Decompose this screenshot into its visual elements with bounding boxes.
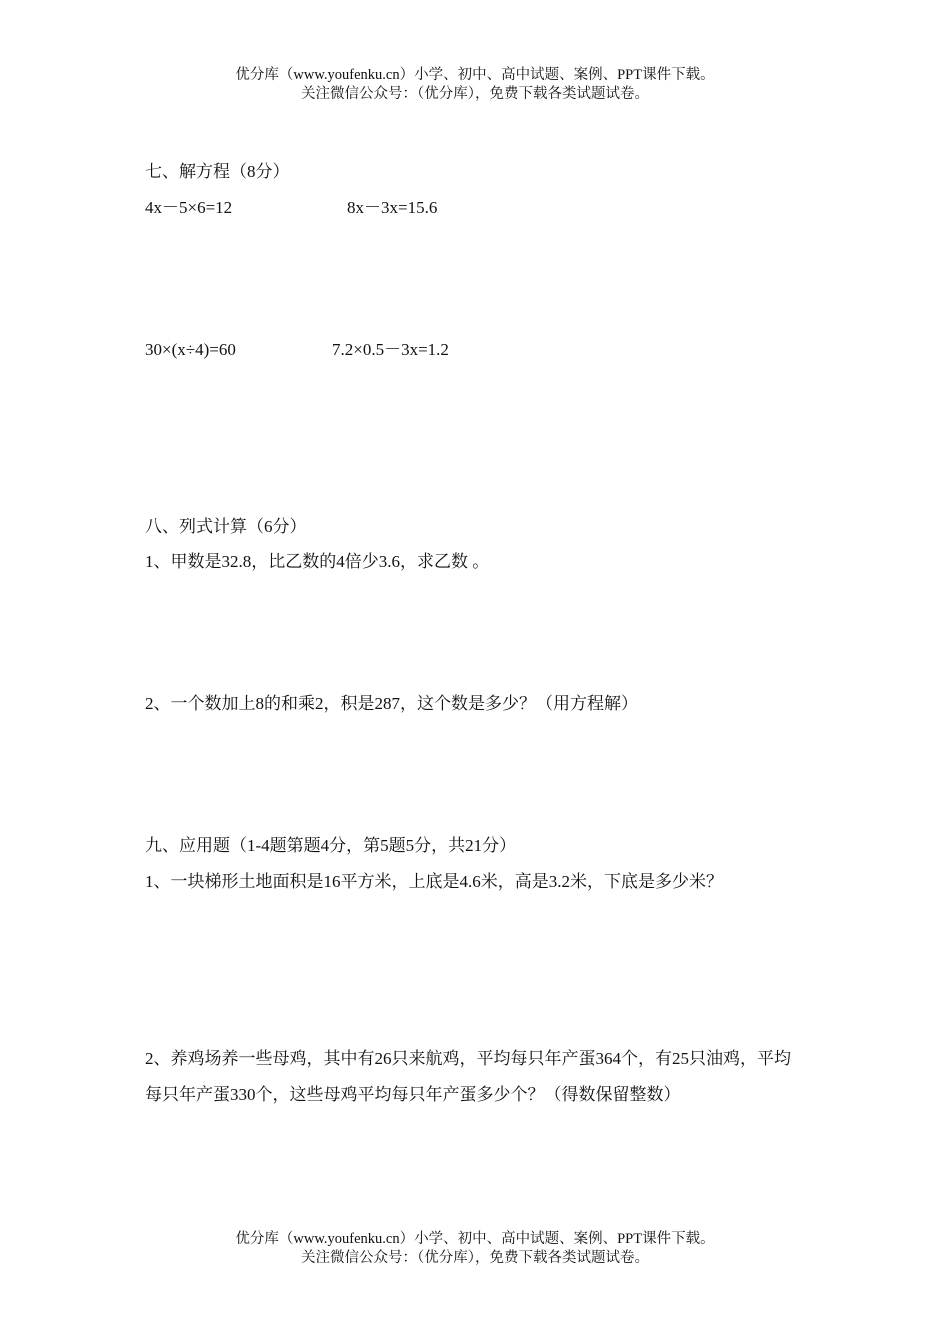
footer-line-2: 关注微信公众号：（优分库），免费下载各类试题试卷。 [301, 1250, 649, 1266]
section-9-question-1: 1、一块梯形土地面积是16平方米，上底是4.6米，高是3.2米，下底是多少米？ [145, 872, 723, 891]
equation-3: 30×(x÷4)=60 [145, 340, 236, 359]
equation-4: 7.2×0.5－3x=1.2 [332, 340, 449, 359]
section-9-title: 九、应用题（1-4题第题4分，第5题5分，共21分） [145, 836, 517, 855]
section-8-title: 八、列式计算（6分） [145, 517, 307, 536]
header-line-2: 关注微信公众号：（优分库），免费下载各类试题试卷。 [301, 86, 649, 102]
footer-line-1: 优分库（www.youfenku.cn）小学、初中、高中试题、案例、PPT课件下载。 [235, 1231, 715, 1247]
section-7-title: 七、解方程（8分） [145, 162, 290, 181]
section-9-question-2: 2、养鸡场养一些母鸡，其中有26只来航鸡，平均每只年产蛋364个，有25只油鸡，平均每只年产蛋330个，这些母鸡平均每只年产蛋多少个？（得数保留整数） [145, 1049, 791, 1104]
section-8-question-2: 2、一个数加上8的和乘2，积是287，这个数是多少？（用方程解） [145, 694, 638, 713]
equation-2: 8x－3x=15.6 [347, 198, 438, 217]
equation-1: 4x－5×6=12 [145, 198, 233, 217]
header-line-1: 优分库（www.youfenku.cn）小学、初中、高中试题、案例、PPT课件下载。 [235, 67, 715, 83]
section-8-question-1: 1、甲数是32.8，比乙数的4倍少3.6，求乙数 。 [145, 552, 490, 571]
